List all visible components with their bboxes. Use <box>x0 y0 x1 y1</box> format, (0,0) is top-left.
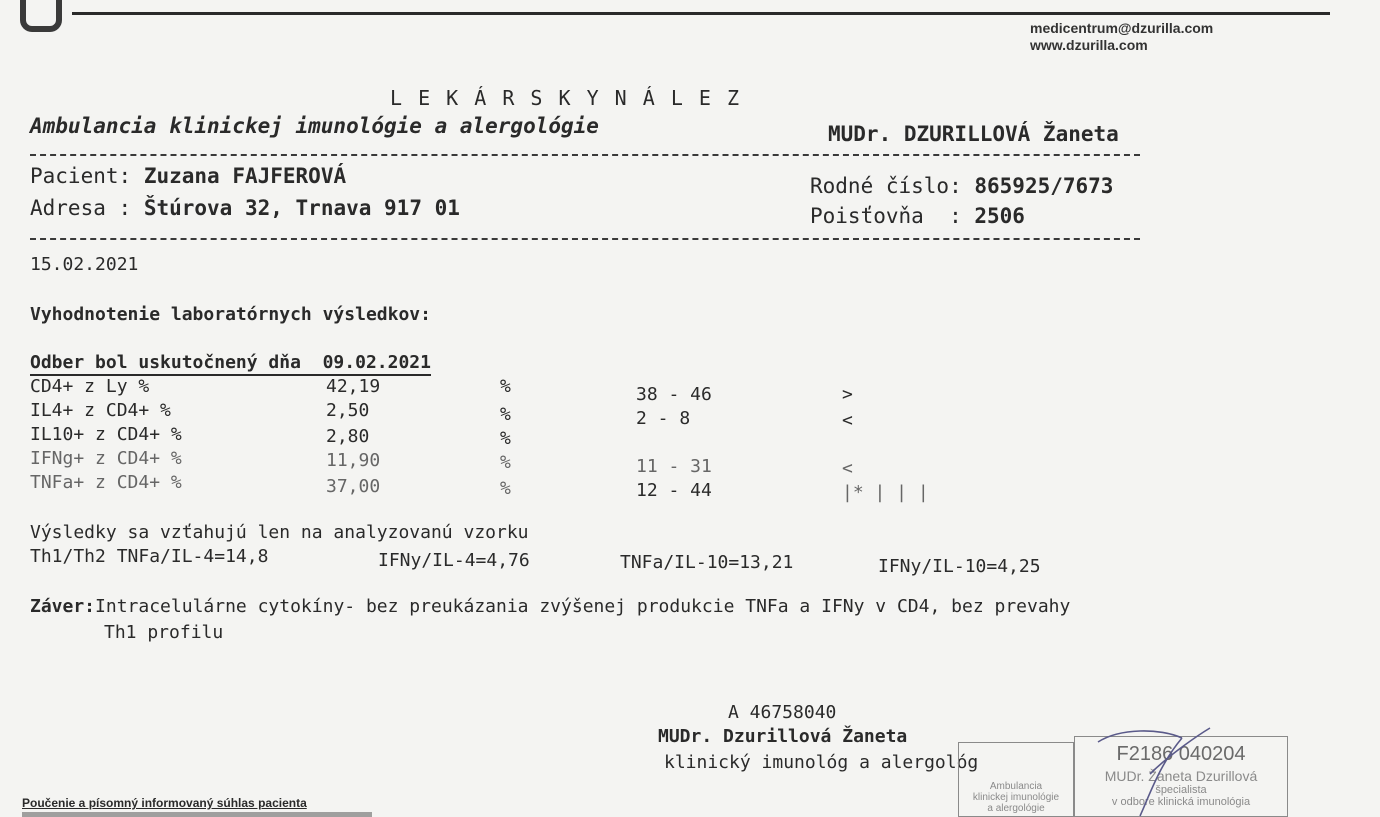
contact-website: www.dzurilla.com <box>1030 37 1148 53</box>
patient-name: Zuzana FAJFEROVÁ <box>143 164 347 188</box>
doctor-name-header: MUDr. DZURILLOVÁ Žaneta <box>828 122 1119 146</box>
result-value: 2,80 <box>326 426 370 447</box>
result-name: IL10+ z CD4+ % <box>30 424 182 445</box>
section-title: Vyhodnotenie laboratórnych výsledkov: <box>30 304 431 325</box>
result-unit: % <box>500 478 511 499</box>
conclusion-line2: Th1 profilu <box>104 622 224 643</box>
birth-number-row <box>810 174 1113 198</box>
result-unit: % <box>500 452 511 473</box>
signature-name: MUDr. Dzurillová Žaneta <box>658 726 908 747</box>
department-name: Ambulancia klinickej imunológie a alergológie <box>30 114 599 138</box>
ratio-tnf-il10: TNFa/IL-10=13,21 <box>620 552 794 573</box>
stamp-name: MUDr. Žaneta Dzurillová <box>1104 768 1258 784</box>
address-row <box>30 196 460 220</box>
signature-role: klinický imunológ a alergológ <box>664 752 979 773</box>
insurer-code: 2506 <box>974 204 1025 228</box>
footer-text-fragment <box>22 812 372 817</box>
insurer-label: Poisťovňa : <box>810 204 962 228</box>
ratio-ifn-il4: IFNy/IL-4=4,76 <box>378 550 530 571</box>
conclusion-line1 <box>30 596 1070 617</box>
separator-top <box>30 154 1140 156</box>
result-flag: |* | | | <box>842 482 929 503</box>
result-value: 37,00 <box>326 476 381 497</box>
result-name: CD4+ z Ly % <box>30 376 150 397</box>
birth-number-label: Rodné číslo: <box>810 174 962 198</box>
consent-notice: Poučenie a písomný informovaný súhlas pacienta <box>22 796 307 810</box>
header-rule <box>72 12 1330 15</box>
result-unit: % <box>500 376 511 397</box>
result-unit: % <box>500 404 511 425</box>
stamp-line: v odbore klinická imunológia <box>1111 796 1251 808</box>
stamp-line: Ambulancia <box>989 781 1043 792</box>
address-label: Adresa : <box>30 196 132 220</box>
stamp-line: klinickej imunológie <box>972 792 1060 803</box>
result-flag: < <box>842 458 853 479</box>
document-title: L E K Á R S K Y N Á L E Z <box>390 86 742 110</box>
ratio-ifn-il10: IFNy/IL-10=4,25 <box>878 556 1041 577</box>
result-unit: % <box>500 428 511 449</box>
contact-email: medicentrum@dzurilla.com <box>1030 20 1214 36</box>
result-name: TNFa+ z CD4+ % <box>30 472 182 493</box>
doctor-code: A 46758040 <box>728 702 837 723</box>
ratio-th: Th1/Th2 TNFa/IL-4=14,8 <box>30 546 269 567</box>
result-name: IL4+ z CD4+ % <box>30 400 171 421</box>
result-range: 11 - 31 <box>636 456 712 477</box>
result-range: 38 - 46 <box>636 384 712 405</box>
sampling-date: Odber bol uskutočnený dňa 09.02.2021 <box>30 352 431 376</box>
result-value: 42,19 <box>326 376 381 397</box>
results-note: Výsledky sa vzťahujú len na analyzovanú vzorku <box>30 522 529 543</box>
insurer-row <box>810 204 1025 228</box>
clinic-stamp <box>958 742 1074 817</box>
birth-number: 865925/7673 <box>974 174 1114 198</box>
stamp-line: špecialista <box>1155 784 1207 796</box>
patient-row <box>30 164 346 188</box>
report-date: 15.02.2021 <box>30 254 139 275</box>
result-flag: < <box>842 410 853 431</box>
separator-bottom <box>30 238 1140 240</box>
patient-label: Pacient: <box>30 164 132 188</box>
result-value: 11,90 <box>326 450 381 471</box>
result-range: 2 - 8 <box>636 408 691 429</box>
conclusion-label: Záver: <box>30 596 96 617</box>
result-value: 2,50 <box>326 400 370 421</box>
clinic-logo <box>20 0 62 32</box>
result-range: 12 - 44 <box>636 480 712 501</box>
stamp-line: a alergológie <box>987 803 1045 814</box>
handwritten-signature <box>1090 724 1230 817</box>
result-name: IFNg+ z CD4+ % <box>30 448 182 469</box>
stamp-code: F2186 040204 <box>1116 743 1246 765</box>
result-flag: > <box>842 384 853 405</box>
conclusion-text: Intracelulárne cytokíny- bez preukázania zvýšenej produkcie TNFa a IFNy v CD4, bez prevahy <box>95 596 1071 617</box>
patient-address: Štúrova 32, Trnava 917 01 <box>143 196 460 220</box>
